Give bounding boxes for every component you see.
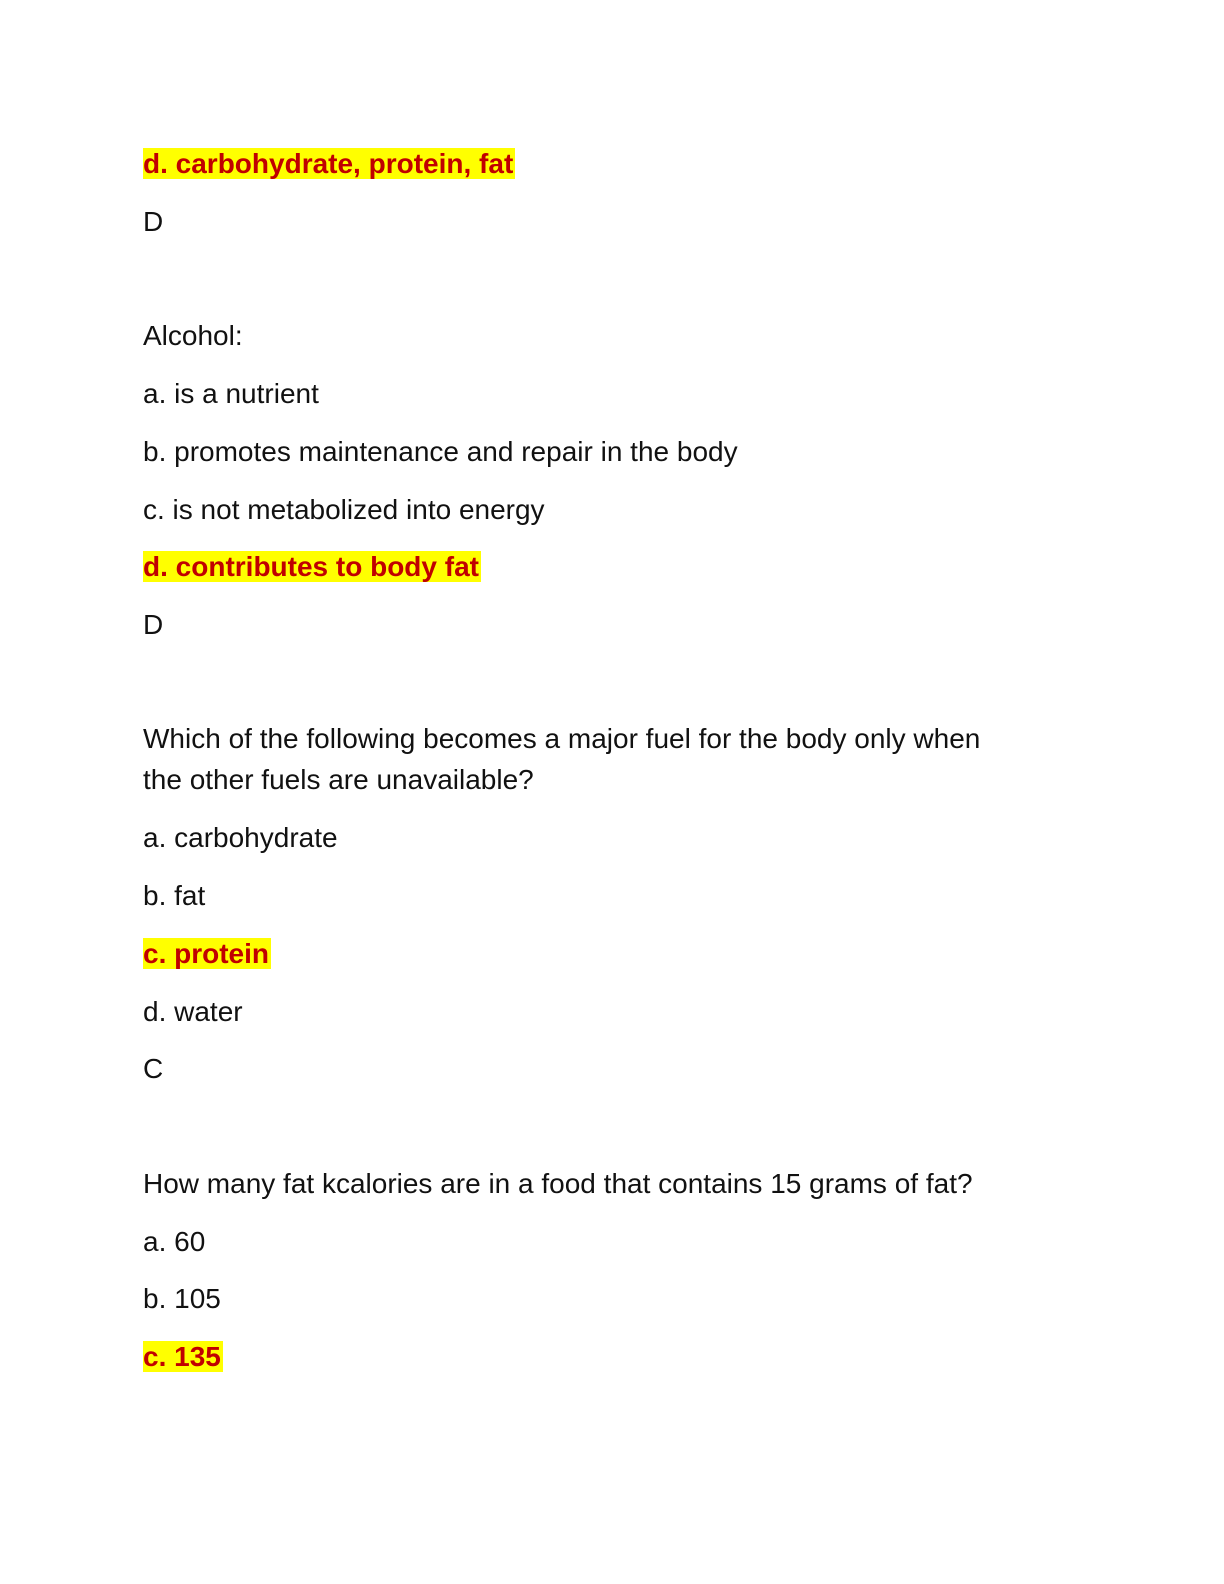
question-text: Alcohol: [143, 320, 243, 351]
option-c-correct [143, 1339, 223, 1375]
option-b: b. promotes maintenance and repair in the body [143, 436, 738, 467]
option-c: c. is not metabolized into energy [143, 494, 545, 525]
option-b: b. fat [143, 880, 206, 911]
option-a: a. is a nutrient [143, 378, 319, 409]
answer-key: D [143, 609, 164, 640]
option-d-correct [143, 549, 481, 585]
answer-key: C [143, 1053, 164, 1084]
question-text-line1: Which of the following becomes a major fuel for the body only when [143, 723, 981, 754]
option-a: a. carbohydrate [143, 822, 338, 853]
question-text: How many fat kcalories are in a food that contains 15 grams of fat? [143, 1168, 973, 1199]
option-b: b. 105 [143, 1283, 221, 1314]
answer-key: D [143, 206, 164, 237]
highlighted-answer: d. contributes to body fat [143, 551, 479, 582]
question-text-line2: the other fuels are unavailable? [143, 764, 534, 795]
highlighted-answer: c. protein [143, 938, 270, 969]
highlighted-answer: c. 135 [143, 1341, 221, 1372]
option-d: d. water [143, 996, 243, 1027]
option-a: a. 60 [143, 1226, 206, 1257]
option-c-correct [143, 936, 271, 972]
highlighted-answer: d. carbohydrate, protein, fat [143, 148, 514, 179]
answer-line [143, 146, 515, 182]
